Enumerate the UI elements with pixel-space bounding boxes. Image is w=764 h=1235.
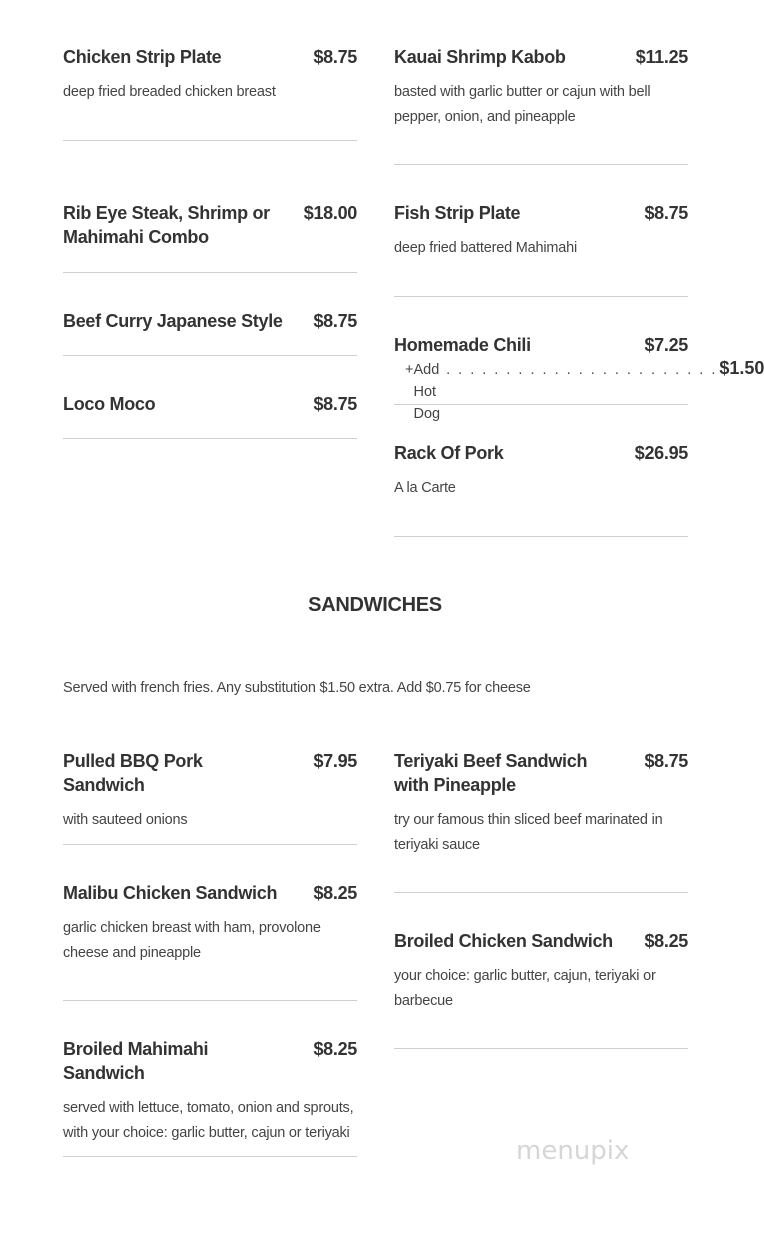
item-header [394,333,688,357]
item-price: $18.00 [303,203,357,223]
item-price: $26.95 [634,443,688,463]
item-description: deep fried battered Mahimahi [394,240,578,256]
sandwiches-left-column [63,749,357,1157]
menu-item-chicken-strip-plate [63,45,357,141]
item-name: Homemade Chili [394,335,531,355]
item-name: Rack Of Pork [394,443,504,463]
addon-price: $1.50 [719,358,764,378]
item-price: $8.75 [313,47,357,67]
item-header [394,45,688,69]
item-name: Chicken Strip Plate [63,47,222,67]
item-name: Beef Curry Japanese Style [63,311,283,331]
top-left-column [63,45,357,439]
addon-leader-dots: . . . . . . . . . . . . . . . . . . . . . . . [446,362,718,378]
item-name: Rib Eye Steak, Shrimp or Mahimahi Combo [63,203,270,247]
menu-item-malibu-chicken-sandwich [63,881,357,1001]
menu-item-rack-of-pork [394,441,688,537]
item-description: basted with garlic butter or cajun with bell pepper, onion, and pineapple [394,84,651,125]
item-header [394,441,688,465]
menu-item-beef-curry [63,309,357,356]
menu-item-teriyaki-beef-sandwich [394,749,688,893]
item-price: $8.75 [313,311,357,331]
item-header [63,392,357,416]
item-price: $8.75 [644,751,688,771]
item-price: $8.75 [313,394,357,414]
item-name: Broiled Mahimahi Sandwich [63,1039,209,1083]
item-description: deep fried breaded chicken breast [63,84,276,100]
item-description: with sauteed onions [63,812,188,828]
menu-item-pulled-bbq-pork-sandwich [63,749,357,845]
item-header [63,749,357,797]
menu-item-rib-eye-combo [63,201,357,273]
item-header [63,45,357,69]
item-header [63,201,357,249]
item-header [394,749,688,797]
menu-item-fish-strip-plate [394,201,688,297]
addon-row [394,357,764,425]
item-price: $7.95 [313,751,357,771]
menu-item-homemade-chili [394,333,764,422]
item-name: Malibu Chicken Sandwich [63,883,278,903]
section-title-sandwiches: SANDWICHES [308,594,442,616]
item-header [394,201,688,225]
item-name: Teriyaki Beef Sandwich with Pineapple [394,751,588,795]
item-price: $11.25 [635,47,688,67]
item-header [394,929,688,953]
item-header [63,309,357,333]
item-name: Kauai Shrimp Kabob [394,47,566,67]
item-description: try our famous thin sliced beef marinated in teriyaki sauce [394,812,663,853]
item-name: Pulled BBQ Pork Sandwich [63,751,203,795]
sandwiches-right-column [394,749,688,1049]
item-header [63,1037,357,1085]
addon-label: Add Hot Dog [413,362,441,422]
top-right-column [394,45,764,537]
section-note: Served with french fries. Any substitution $1.50 extra. Add $0.75 for cheese [63,680,531,696]
item-price: $8.25 [313,883,357,903]
item-header [63,881,357,905]
item-name: Fish Strip Plate [394,203,521,223]
menu-item-loco-moco [63,392,357,439]
menu-item-broiled-mahimahi-sandwich [63,1037,357,1157]
item-price: $7.25 [644,335,688,355]
menu-item-broiled-chicken-sandwich [394,929,688,1049]
menupix-watermark: menupix [516,1136,630,1166]
item-name: Broiled Chicken Sandwich [394,931,613,951]
menu-item-kauai-shrimp-kabob [394,45,688,165]
item-description: served with lettuce, tomato, onion and sprouts, with your choice: garlic butter, cajun or teriyaki [63,1100,354,1141]
item-description: garlic chicken breast with ham, provolone cheese and pineapple [63,920,321,961]
item-price: $8.25 [313,1039,357,1059]
item-description: A la Carte [394,480,456,496]
item-price: $8.75 [644,203,688,223]
addon-plus: + [405,362,414,378]
item-price: $8.25 [644,931,688,951]
item-name: Loco Moco [63,394,156,414]
item-description: your choice: garlic butter, cajun, teriyaki or barbecue [394,968,656,1009]
